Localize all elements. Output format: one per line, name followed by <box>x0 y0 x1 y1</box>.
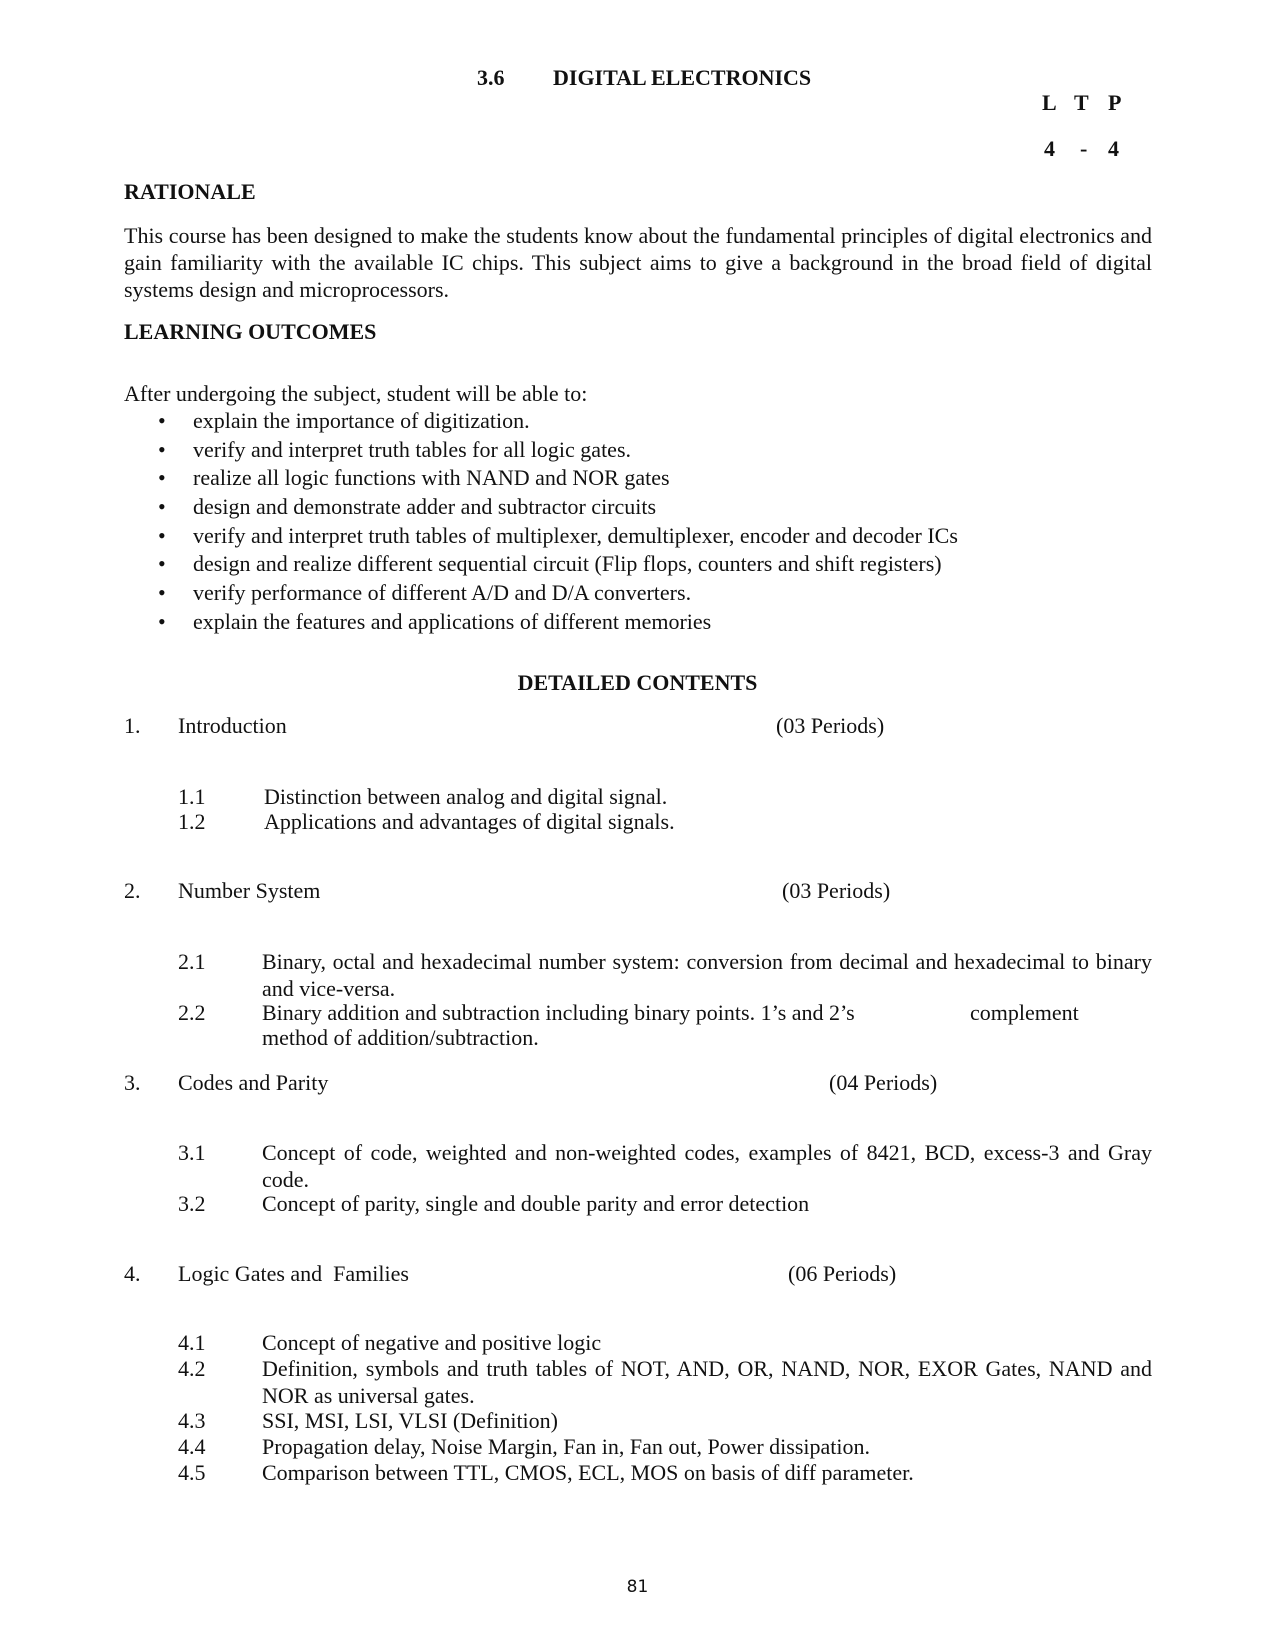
subsection-number: 2.1 <box>178 949 206 974</box>
course-name: DIGITAL ELECTRONICS <box>553 65 812 90</box>
section-title: Number System <box>178 878 321 903</box>
ltp-l-label: L <box>1042 90 1057 115</box>
ltp-p-label: P <box>1108 90 1122 115</box>
list-item: • realize all logic functions with NAND and NOR gates <box>158 465 670 491</box>
list-item: • verify performance of different A/D and D/A converters. <box>158 580 692 606</box>
rationale-text: This course has been designed to make the students know about the fundamental principles of digital electronics and gain familiarity with the available IC chips. This subject aims to give a background in the broad field of digital systems design and microprocessors. <box>124 223 1152 302</box>
bullet-icon: • <box>158 522 166 548</box>
page-number: 81 <box>626 1577 649 1597</box>
list-item: • explain the importance of digitization. <box>158 408 530 433</box>
ltp-t-value: - <box>1080 136 1088 161</box>
learning-outcomes-list <box>124 407 1154 637</box>
list-item: • verify and interpret truth tables of multiplexer, demultiplexer, encoder and decoder ICs <box>158 522 958 548</box>
subsection-text: Binary addition and subtraction including binary points. 1’s and 2’s <box>262 1000 855 1025</box>
ltp-t-label: T <box>1074 90 1089 115</box>
course-title <box>477 64 811 91</box>
subsection-text: Concept of negative and positive logic <box>262 1330 602 1355</box>
subsection-text: Comparison between TTL, CMOS, ECL, MOS on basis of diff parameter. <box>262 1460 914 1485</box>
bullet-icon: • <box>158 436 166 462</box>
subsection-number: 4.1 <box>178 1330 206 1355</box>
section-number: 3. <box>124 1070 141 1095</box>
section-periods: (06 Periods) <box>788 1261 897 1286</box>
subsection-number: 4.3 <box>178 1408 206 1433</box>
subsection-number: 3.2 <box>178 1191 206 1216</box>
subsection-text: Distinction between analog and digital signal. <box>264 784 668 809</box>
detailed-contents-heading: DETAILED CONTENTS <box>517 670 758 695</box>
list-item: • verify and interpret truth tables for all logic gates. <box>158 436 632 462</box>
subsection-number: 3.1 <box>178 1140 206 1165</box>
subsection-number: 4.5 <box>178 1460 206 1485</box>
learning-outcomes-heading: LEARNING OUTCOMES <box>124 319 377 344</box>
section-title: Introduction <box>178 713 287 738</box>
bullet-icon: • <box>158 465 166 491</box>
section-title: Logic Gates and Families <box>178 1261 409 1286</box>
subsection-text: Concept of code, weighted and non-weighted codes, examples of 8421, BCD, excess-3 and Gray code. <box>262 1140 1152 1192</box>
ltp-l-value: 4 <box>1044 136 1055 161</box>
subsection-number: 1.1 <box>178 784 206 809</box>
ltp-p-value: 4 <box>1108 136 1119 161</box>
bullet-icon: • <box>158 551 166 577</box>
list-item: • design and realize different sequential circuit (Flip flops, counters and shift registers) <box>158 551 942 577</box>
section-number: 2. <box>124 878 141 903</box>
list-item: • explain the features and applications of different memories <box>158 608 712 634</box>
subsection-text-continued: complement <box>970 1000 1079 1025</box>
section-number: 1. <box>124 713 141 738</box>
subsection-number: 2.2 <box>178 1000 206 1025</box>
bullet-icon: • <box>158 580 166 606</box>
bullet-icon: • <box>158 494 166 520</box>
subsection-text: Propagation delay, Noise Margin, Fan in, Fan out, Power dissipation. <box>262 1434 870 1459</box>
bullet-icon: • <box>158 608 166 634</box>
subsection-text: Binary, octal and hexadecimal number system: conversion from decimal and hexadecimal to binary and vice-versa. <box>262 949 1152 1001</box>
subsection-number: 1.2 <box>178 809 206 834</box>
section-number: 4. <box>124 1261 141 1286</box>
subsection-text: Concept of parity, single and double parity and error detection <box>262 1191 810 1216</box>
subsection-text: SSI, MSI, LSI, VLSI (Definition) <box>262 1408 558 1433</box>
subsection-number: 4.2 <box>178 1356 206 1381</box>
learning-outcomes-intro: After undergoing the subject, student will be able to: <box>124 381 588 406</box>
list-item: • design and demonstrate adder and subtractor circuits <box>158 494 657 520</box>
subsection-text: Definition, symbols and truth tables of NOT, AND, OR, NAND, NOR, EXOR Gates, NAND and NOR as universal gates. <box>262 1356 1152 1408</box>
subsection-number: 4.4 <box>178 1434 206 1459</box>
section-periods: (04 Periods) <box>829 1070 938 1095</box>
section-title: Codes and Parity <box>178 1070 329 1095</box>
subsection-text-line2: method of addition/subtraction. <box>262 1025 539 1050</box>
course-number: 3.6 <box>477 65 505 90</box>
subsection-text: Applications and advantages of digital signals. <box>264 809 675 834</box>
bullet-icon: • <box>158 408 166 433</box>
section-periods: (03 Periods) <box>782 878 891 903</box>
section-periods: (03 Periods) <box>776 713 885 738</box>
rationale-heading: RATIONALE <box>124 179 256 204</box>
